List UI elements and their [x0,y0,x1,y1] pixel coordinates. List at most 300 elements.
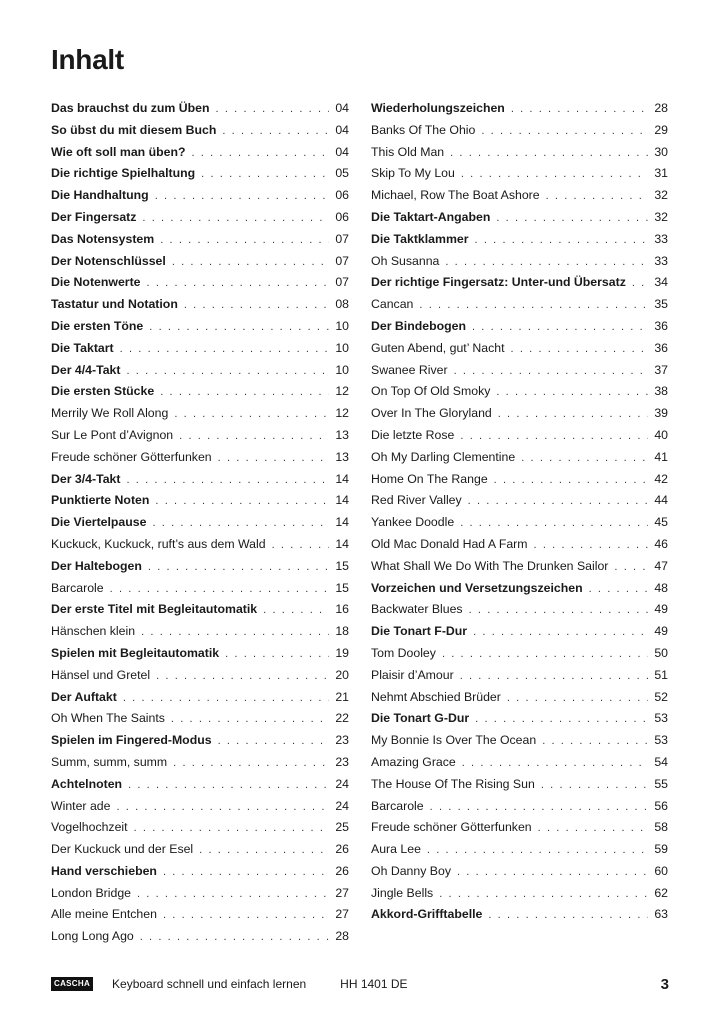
toc-entry-title: Over In The Gloryland [371,406,492,421]
toc-leader-dots [218,448,330,470]
toc-entry-title: Das Notensystem [51,231,155,246]
toc-entry-page: 10 [335,340,349,355]
toc-leader-dots [148,557,329,579]
toc-leader-dots [179,426,329,448]
toc-entry-page: 24 [335,798,349,813]
toc-leader-dots [171,709,329,731]
toc-entry-page: 58 [654,820,668,835]
footer-book-title: Keyboard schnell und einfach lernen [112,977,307,991]
toc-entry [371,730,668,752]
toc-entry [371,904,668,926]
toc-leader-dots [149,317,329,339]
toc-entry-page: 41 [654,449,668,464]
toc-entry-title: Die richtige Spielhaltung [51,166,196,181]
toc-entry-page: 46 [654,536,668,551]
toc-leader-dots [155,186,330,208]
toc-leader-dots [541,775,648,797]
toc-leader-dots [172,252,330,274]
toc-leader-dots [155,491,329,513]
toc-entry [51,469,349,491]
toc-entry [371,142,668,164]
toc-entry [371,469,668,491]
toc-entry-title: Vogelhochzeit [51,820,128,835]
toc-entry-title: Red River Valley [371,493,462,508]
toc-entry-page: 18 [335,624,349,639]
toc-entry [51,817,349,839]
toc-entry-page: 33 [654,253,668,268]
toc-entry-page: 31 [654,166,668,181]
toc-entry-title: Der Notenschlüssel [51,253,166,268]
toc-entry-page: 48 [654,580,668,595]
toc-entry-page: 28 [654,101,668,115]
toc-leader-dots [152,513,329,535]
toc-entry-title: Der 4/4-Takt [51,362,121,377]
toc-entry-page: 06 [335,188,349,203]
toc-leader-dots [199,840,329,862]
toc-entry [51,730,349,752]
page-title: Inhalt [51,44,124,75]
toc-entry-page: 05 [335,166,349,181]
toc-entry [51,796,349,818]
toc-entry [51,338,349,360]
toc-entry-title: Hänsel und Gretel [51,667,151,682]
toc-entry-page: 23 [335,733,349,748]
toc-entry [371,534,668,556]
toc-entry-page: 35 [654,297,668,312]
page-footer [51,972,669,996]
toc-entry-page: 33 [654,231,668,246]
toc-entry-page: 16 [335,602,349,617]
toc-entry-title: Old Mac Donald Had A Farm [371,536,528,551]
toc-entry-title: Barcarole [371,798,424,813]
toc-entry-page: 07 [335,231,349,246]
toc-leader-dots [160,382,329,404]
toc-leader-dots [538,818,649,840]
toc-leader-dots [163,905,329,927]
toc-leader-dots [488,905,648,927]
toc-entry-page: 30 [654,144,668,159]
toc-entry [371,752,668,774]
toc-entry-page: 56 [654,798,668,813]
toc-entry-page: 07 [335,253,349,268]
toc-leader-dots [142,208,329,230]
toc-entry [51,665,349,687]
toc-entry-title: Die letzte Rose [371,427,455,442]
toc-entry-title: Die Taktklammer [371,231,469,246]
toc-entry-title: Punktierte Noten [51,493,150,508]
toc-entry-title: Swanee River [371,362,448,377]
toc-entry [51,578,349,600]
toc-entry-title: Kuckuck, Kuckuck, ruft’s aus dem Wald [51,536,266,551]
toc-entry-title: Der Kuckuck und der Esel [51,842,194,857]
toc-leader-dots [134,818,330,840]
toc-entry [371,556,668,578]
toc-leader-dots [481,121,648,143]
toc-entry-title: Long Long Ago [51,929,134,944]
toc-entry-title: Die Viertelpause [51,515,147,530]
toc-entry-page: 54 [654,754,668,769]
toc-entry [371,251,668,273]
toc-leader-dots [498,404,649,426]
toc-entry-title: Summ, summ, summ [51,754,168,769]
toc-entry [371,796,668,818]
toc-leader-dots [191,143,329,165]
toc-leader-dots [457,862,648,884]
toc-entry-title: Vorzeichen und Versetzungszeichen [371,580,583,595]
toc-leader-dots [147,273,330,295]
toc-leader-dots [216,99,330,121]
toc-leader-dots [507,688,648,710]
toc-entry-title: Die Tonart F-Dur [371,624,468,639]
toc-entry-title: Cancan [371,297,414,312]
toc-entry [371,403,668,425]
toc-entry-page: 53 [654,733,668,748]
toc-entry-page: 49 [654,602,668,617]
toc-leader-dots [116,797,329,819]
toc-leader-dots [494,470,649,492]
toc-entry-title: Die Notenwerte [51,275,141,290]
toc-entry [51,708,349,730]
toc-leader-dots [128,775,329,797]
toc-entry-title: Winter ade [51,798,111,813]
toc-leader-dots [461,164,648,186]
toc-entry-page: 07 [335,275,349,290]
toc-entry [371,120,668,142]
toc-leader-dots [126,470,329,492]
toc-entry [51,229,349,251]
toc-entry-page: 13 [335,449,349,464]
toc-entry [371,185,668,207]
toc-leader-dots [160,230,329,252]
toc-entry-page: 47 [654,558,668,573]
toc-entry-title: Backwater Blues [371,602,463,617]
toc-entry-page: 20 [335,667,349,682]
toc-entry-page: 59 [654,842,668,857]
toc-entry-page: 28 [335,929,349,944]
toc-leader-dots [427,840,648,862]
toc-entry-page: 45 [654,515,668,530]
toc-entry [371,774,668,796]
toc-entry [51,904,349,926]
toc-entry-page: 04 [335,101,349,115]
toc-entry [51,142,349,164]
toc-entry-page: 12 [335,406,349,421]
toc-entry-page: 21 [335,689,349,704]
toc-entry [51,163,349,185]
footer-product-code: HH 1401 DE [340,977,408,991]
toc-leader-dots [460,426,648,448]
toc-entry [371,643,668,665]
toc-leader-dots [546,186,649,208]
toc-entry-page: 15 [335,558,349,573]
toc-entry [51,207,349,229]
toc-entry-page: 34 [654,275,668,290]
toc-entry-title: Merrily We Roll Along [51,406,169,421]
toc-entry [371,578,668,600]
toc-entry [51,316,349,338]
toc-entry [371,316,668,338]
toc-entry [51,251,349,273]
toc-entry-title: Die Taktart-Angaben [371,209,491,224]
toc-leader-dots [225,644,329,666]
toc-entry-page: 42 [654,471,668,486]
toc-entry-page: 44 [654,493,668,508]
toc-entry-title: Der Auftakt [51,689,117,704]
toc-entry-page: 25 [335,820,349,835]
toc-entry [371,621,668,643]
toc-entry [371,294,668,316]
toc-leader-dots [439,884,648,906]
toc-entry-page: 27 [335,885,349,900]
toc-leader-dots [450,143,648,165]
toc-entry [51,381,349,403]
toc-entry-page: 55 [654,776,668,791]
toc-entry-page: 29 [654,122,668,137]
toc-entry-title: Barcarole [51,580,104,595]
toc-leader-dots [156,666,329,688]
toc-entry-page: 32 [654,209,668,224]
toc-entry-title: Freude schöner Götterfunken [371,820,532,835]
toc-entry-page: 39 [654,406,668,421]
toc-leader-dots [419,295,648,317]
toc-entry-title: Tastatur und Notation [51,297,178,312]
toc-entry-page: 23 [335,754,349,769]
toc-entry-title: So übst du mit diesem Buch [51,122,217,137]
toc-entry-title: Freude schöner Götterfunken [51,449,212,464]
toc-leader-dots [511,339,649,361]
toc-right-column [371,98,668,926]
toc-entry [371,447,668,469]
toc-entry [371,98,668,120]
toc-entry [51,512,349,534]
toc-entry-title: Banks Of The Ohio [371,122,476,137]
toc-entry-title: Der Fingersatz [51,209,137,224]
toc-leader-dots [442,644,648,666]
toc-entry-page: 04 [335,144,349,159]
toc-entry [371,425,668,447]
toc-entry-title: Spielen mit Begleitautomatik [51,645,220,660]
toc-entry [371,338,668,360]
toc-entry-title: Der erste Titel mit Begleitautomatik [51,602,258,617]
toc-entry-title: Die Taktart [51,340,114,355]
toc-entry-title: Die Tonart G-Dur [371,711,470,726]
toc-leader-dots [272,535,330,557]
toc-leader-dots [496,208,648,230]
toc-entry [371,861,668,883]
toc-left-column [51,98,349,948]
toc-entry-title: Guten Abend, gut’ Nacht [371,340,505,355]
toc-entry-title: Der Bindebogen [371,318,466,333]
toc-entry-page: 37 [654,362,668,377]
toc-entry-title: Sur Le Pont d’Avignon [51,427,174,442]
toc-entry-title: Die Handhaltung [51,188,149,203]
toc-entry-page: 26 [335,863,349,878]
toc-entry-title: Yankee Doodle [371,515,455,530]
toc-entry [51,599,349,621]
toc-leader-dots [542,731,648,753]
toc-entry [51,774,349,796]
toc-entry-title: Achtelnoten [51,776,123,791]
toc-entry [371,360,668,382]
toc-leader-dots [475,230,649,252]
toc-entry [51,621,349,643]
toc-leader-dots [534,535,649,557]
toc-entry [51,447,349,469]
toc-entry [371,381,668,403]
toc-entry-page: 63 [654,907,668,922]
toc-leader-dots [263,600,329,622]
toc-leader-dots [120,339,330,361]
toc-entry [371,512,668,534]
toc-entry-title: Oh Danny Boy [371,863,451,878]
toc-leader-dots [110,579,330,601]
page-number: 3 [660,975,669,993]
toc-entry-page: 10 [335,318,349,333]
toc-entry-page: 22 [335,711,349,726]
toc-entry-page: 12 [335,384,349,399]
toc-entry [51,272,349,294]
toc-entry-page: 13 [335,427,349,442]
toc-entry-page: 62 [654,885,668,900]
toc-entry [51,643,349,665]
toc-leader-dots [496,382,648,404]
toc-entry-title: Skip To My Lou [371,166,455,181]
toc-entry [51,839,349,861]
toc-entry-page: 51 [654,667,668,682]
toc-leader-dots [632,273,648,295]
toc-leader-dots [137,884,329,906]
toc-leader-dots [460,666,649,688]
toc-entry-title: Plaisir d’Amour [371,667,454,682]
toc-leader-dots [141,622,329,644]
toc-entry [371,883,668,905]
toc-entry [51,185,349,207]
toc-entry-title: Das brauchst du zum Üben [51,101,210,115]
toc-entry [51,294,349,316]
toc-entry-title: The House Of The Rising Sun [371,776,535,791]
toc-entry-title: Tom Dooley [371,645,436,660]
toc-leader-dots [468,491,649,513]
toc-entry [371,490,668,512]
toc-entry-title: Die ersten Töne [51,318,144,333]
toc-entry-page: 26 [335,842,349,857]
toc-entry-page: 36 [654,340,668,355]
toc-entry-page: 15 [335,580,349,595]
toc-entry-title: This Old Man [371,144,445,159]
toc-entry [51,752,349,774]
toc-entry-page: 24 [335,776,349,791]
toc-entry [371,272,668,294]
toc-entry-title: On Top Of Old Smoky [371,384,491,399]
toc-entry-title: Oh When The Saints [51,711,165,726]
toc-entry-title: What Shall We Do With The Drunken Sailor [371,558,609,573]
toc-entry-page: 27 [335,907,349,922]
toc-leader-dots [126,361,329,383]
toc-leader-dots [430,797,649,819]
toc-leader-dots [475,709,648,731]
toc-entry-page: 14 [335,493,349,508]
toc-leader-dots [469,600,649,622]
toc-entry-page: 38 [654,384,668,399]
toc-entry-title: Der richtige Fingersatz: Unter-und Übersatz [371,275,626,290]
toc-entry-page: 40 [654,427,668,442]
toc-entry-page: 32 [654,188,668,203]
toc-entry-page: 49 [654,624,668,639]
toc-entry-page: 36 [654,318,668,333]
toc-entry [51,861,349,883]
toc-entry-page: 50 [654,645,668,660]
toc-leader-dots [174,404,329,426]
toc-entry-title: Akkord-Grifftabelle [371,907,483,922]
toc-entry [371,229,668,251]
toc-entry [51,403,349,425]
toc-entry-title: Alle meine Entchen [51,907,157,922]
toc-entry-page: 19 [335,645,349,660]
toc-leader-dots [614,557,648,579]
toc-leader-dots [462,753,649,775]
toc-entry [51,98,349,120]
toc-entry [51,360,349,382]
toc-entry-page: 04 [335,122,349,137]
toc-entry-title: Die ersten Stücke [51,384,155,399]
toc-entry-page: 08 [335,297,349,312]
publisher-logo: CASCHA [51,977,93,991]
toc-leader-dots [218,731,330,753]
toc-entry [371,599,668,621]
toc-entry [51,883,349,905]
toc-entry-title: Home On The Range [371,471,488,486]
toc-leader-dots [140,927,330,949]
toc-leader-dots [589,579,649,601]
toc-entry [51,120,349,142]
toc-entry [371,708,668,730]
toc-entry-title: Spielen im Fingered-Modus [51,733,212,748]
toc-leader-dots [123,688,329,710]
toc-entry [51,687,349,709]
toc-entry-title: Wie oft soll man üben? [51,144,186,159]
toc-entry-page: 52 [654,689,668,704]
toc-entry [51,926,349,948]
toc-entry-title: My Bonnie Is Over The Ocean [371,733,537,748]
toc-entry [371,665,668,687]
toc-leader-dots [184,295,329,317]
toc-entry [371,839,668,861]
toc-leader-dots [473,622,648,644]
toc-entry-title: London Bridge [51,885,131,900]
toc-leader-dots [222,121,329,143]
toc-leader-dots [454,361,649,383]
toc-leader-dots [445,252,648,274]
toc-leader-dots [521,448,648,470]
toc-entry [51,556,349,578]
toc-entry-title: Michael, Row The Boat Ashore [371,188,540,203]
toc-entry-title: Aura Lee [371,842,421,857]
toc-leader-dots [163,862,329,884]
toc-leader-dots [511,99,649,121]
toc-entry [51,534,349,556]
toc-entry-title: Hänschen klein [51,624,136,639]
toc-entry-page: 14 [335,471,349,486]
toc-entry [371,163,668,185]
toc-entry-title: Wiederholungszeichen [371,101,505,115]
toc-entry-page: 14 [335,515,349,530]
toc-entry [371,687,668,709]
toc-entry-page: 53 [654,711,668,726]
toc-entry-page: 06 [335,209,349,224]
toc-leader-dots [460,513,648,535]
toc-entry-title: Oh Susanna [371,253,440,268]
toc-entry-title: Der 3/4-Takt [51,471,121,486]
